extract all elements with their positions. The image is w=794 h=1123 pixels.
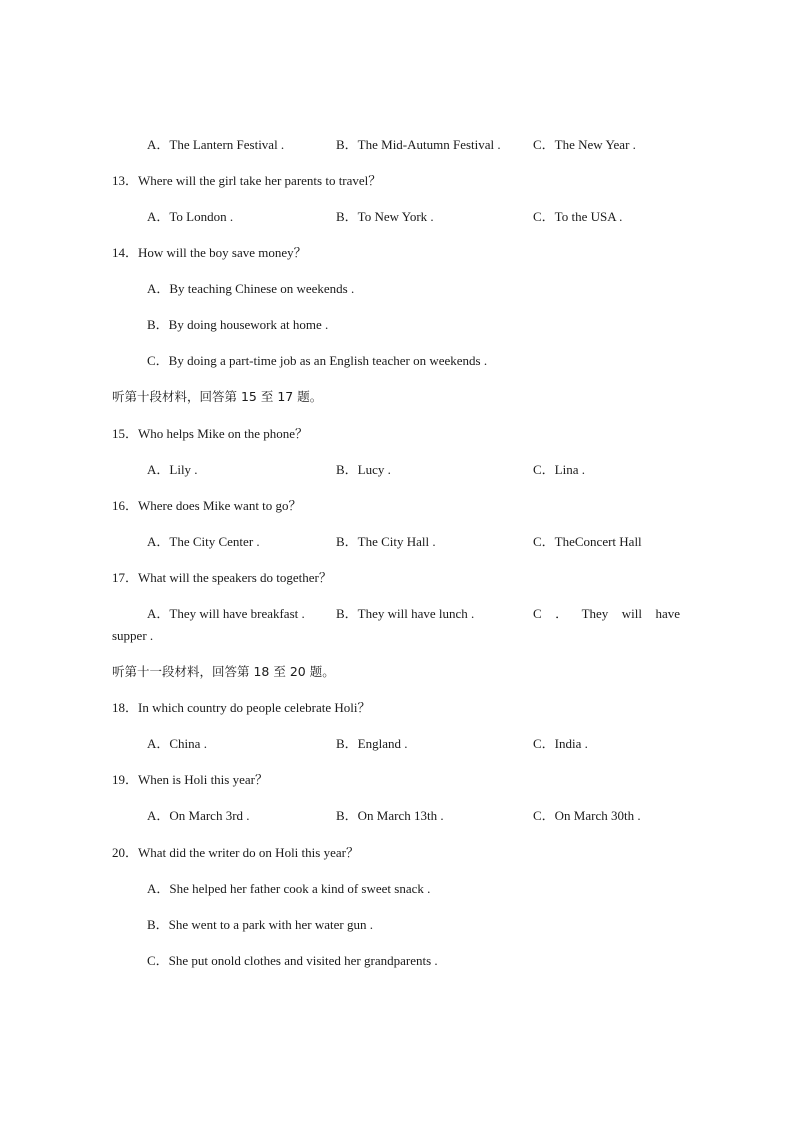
- q17-option-c-word: will: [621, 606, 642, 621]
- q18-option-c: C．India .: [533, 736, 588, 751]
- q17-question: 17．What will the speakers do together？: [112, 570, 332, 585]
- q18-question: 18．In which country do people celebrate Holi？: [112, 700, 371, 715]
- q16-option-c: C．TheConcert Hall: [533, 534, 642, 549]
- q16-question: 16．Where does Mike want to go？: [112, 498, 302, 513]
- q16-option-b: B．The City Hall .: [336, 534, 436, 549]
- q18-option-b: B．England .: [336, 736, 408, 751]
- q20-option-a: A．She helped her father cook a kind of sweet snack .: [147, 881, 431, 896]
- q15-option-a: A．Lily .: [147, 462, 198, 477]
- q17-option-c-word: They: [581, 606, 609, 621]
- q12-option-a: A．The Lantern Festival .: [147, 137, 285, 152]
- q15-option-c: C．Lina .: [533, 462, 585, 477]
- q17-option-c-continued: supper .: [112, 628, 154, 643]
- q12-option-c: C．The New Year .: [533, 137, 636, 152]
- q17-option-c-word: ．: [555, 606, 569, 621]
- q13-option-c: C．To the USA .: [533, 209, 623, 224]
- q14-option-c: C．By doing a part-time job as an English teacher on weekends .: [147, 353, 488, 368]
- q17-option-a: A．They will have breakfast .: [147, 606, 305, 621]
- q17-option-c: [533, 606, 680, 622]
- q15-question: 15．Who helps Mike on the phone？: [112, 426, 309, 441]
- q13-option-b: B．To New York .: [336, 209, 434, 224]
- q14-option-a: A．By teaching Chinese on weekends .: [147, 281, 355, 296]
- section-10-instruction: 听第十段材料，回答第 15 至 17 题。: [112, 389, 323, 404]
- q19-option-c: C．On March 30th .: [533, 808, 641, 823]
- q17-option-c-word: have: [655, 606, 680, 621]
- q18-option-a: A．China .: [147, 736, 207, 751]
- q16-option-a: A．The City Center .: [147, 534, 260, 549]
- q17-option-b: B．They will have lunch .: [336, 606, 475, 621]
- q13-question: 13．Where will the girl take her parents to travel？: [112, 173, 382, 188]
- q13-option-a: A．To London .: [147, 209, 234, 224]
- q14-option-b: B．By doing housework at home .: [147, 317, 329, 332]
- q20-question: 20．What did the writer do on Holi this year？: [112, 845, 359, 860]
- section-11-instruction: 听第十一段材料，回答第 18 至 20 题。: [112, 664, 335, 679]
- q12-option-b: B．The Mid-Autumn Festival .: [336, 137, 501, 152]
- q14-question: 14．How will the boy save money？: [112, 245, 307, 260]
- q20-option-c: C．She put onold clothes and visited her grandparents .: [147, 953, 438, 968]
- q19-option-a: A．On March 3rd .: [147, 808, 250, 823]
- q20-option-b: B．She went to a park with her water gun .: [147, 917, 374, 932]
- q15-option-b: B．Lucy .: [336, 462, 391, 477]
- q17-option-c-word: C: [533, 606, 542, 621]
- q19-question: 19．When is Holi this year？: [112, 772, 268, 787]
- q19-option-b: B．On March 13th .: [336, 808, 444, 823]
